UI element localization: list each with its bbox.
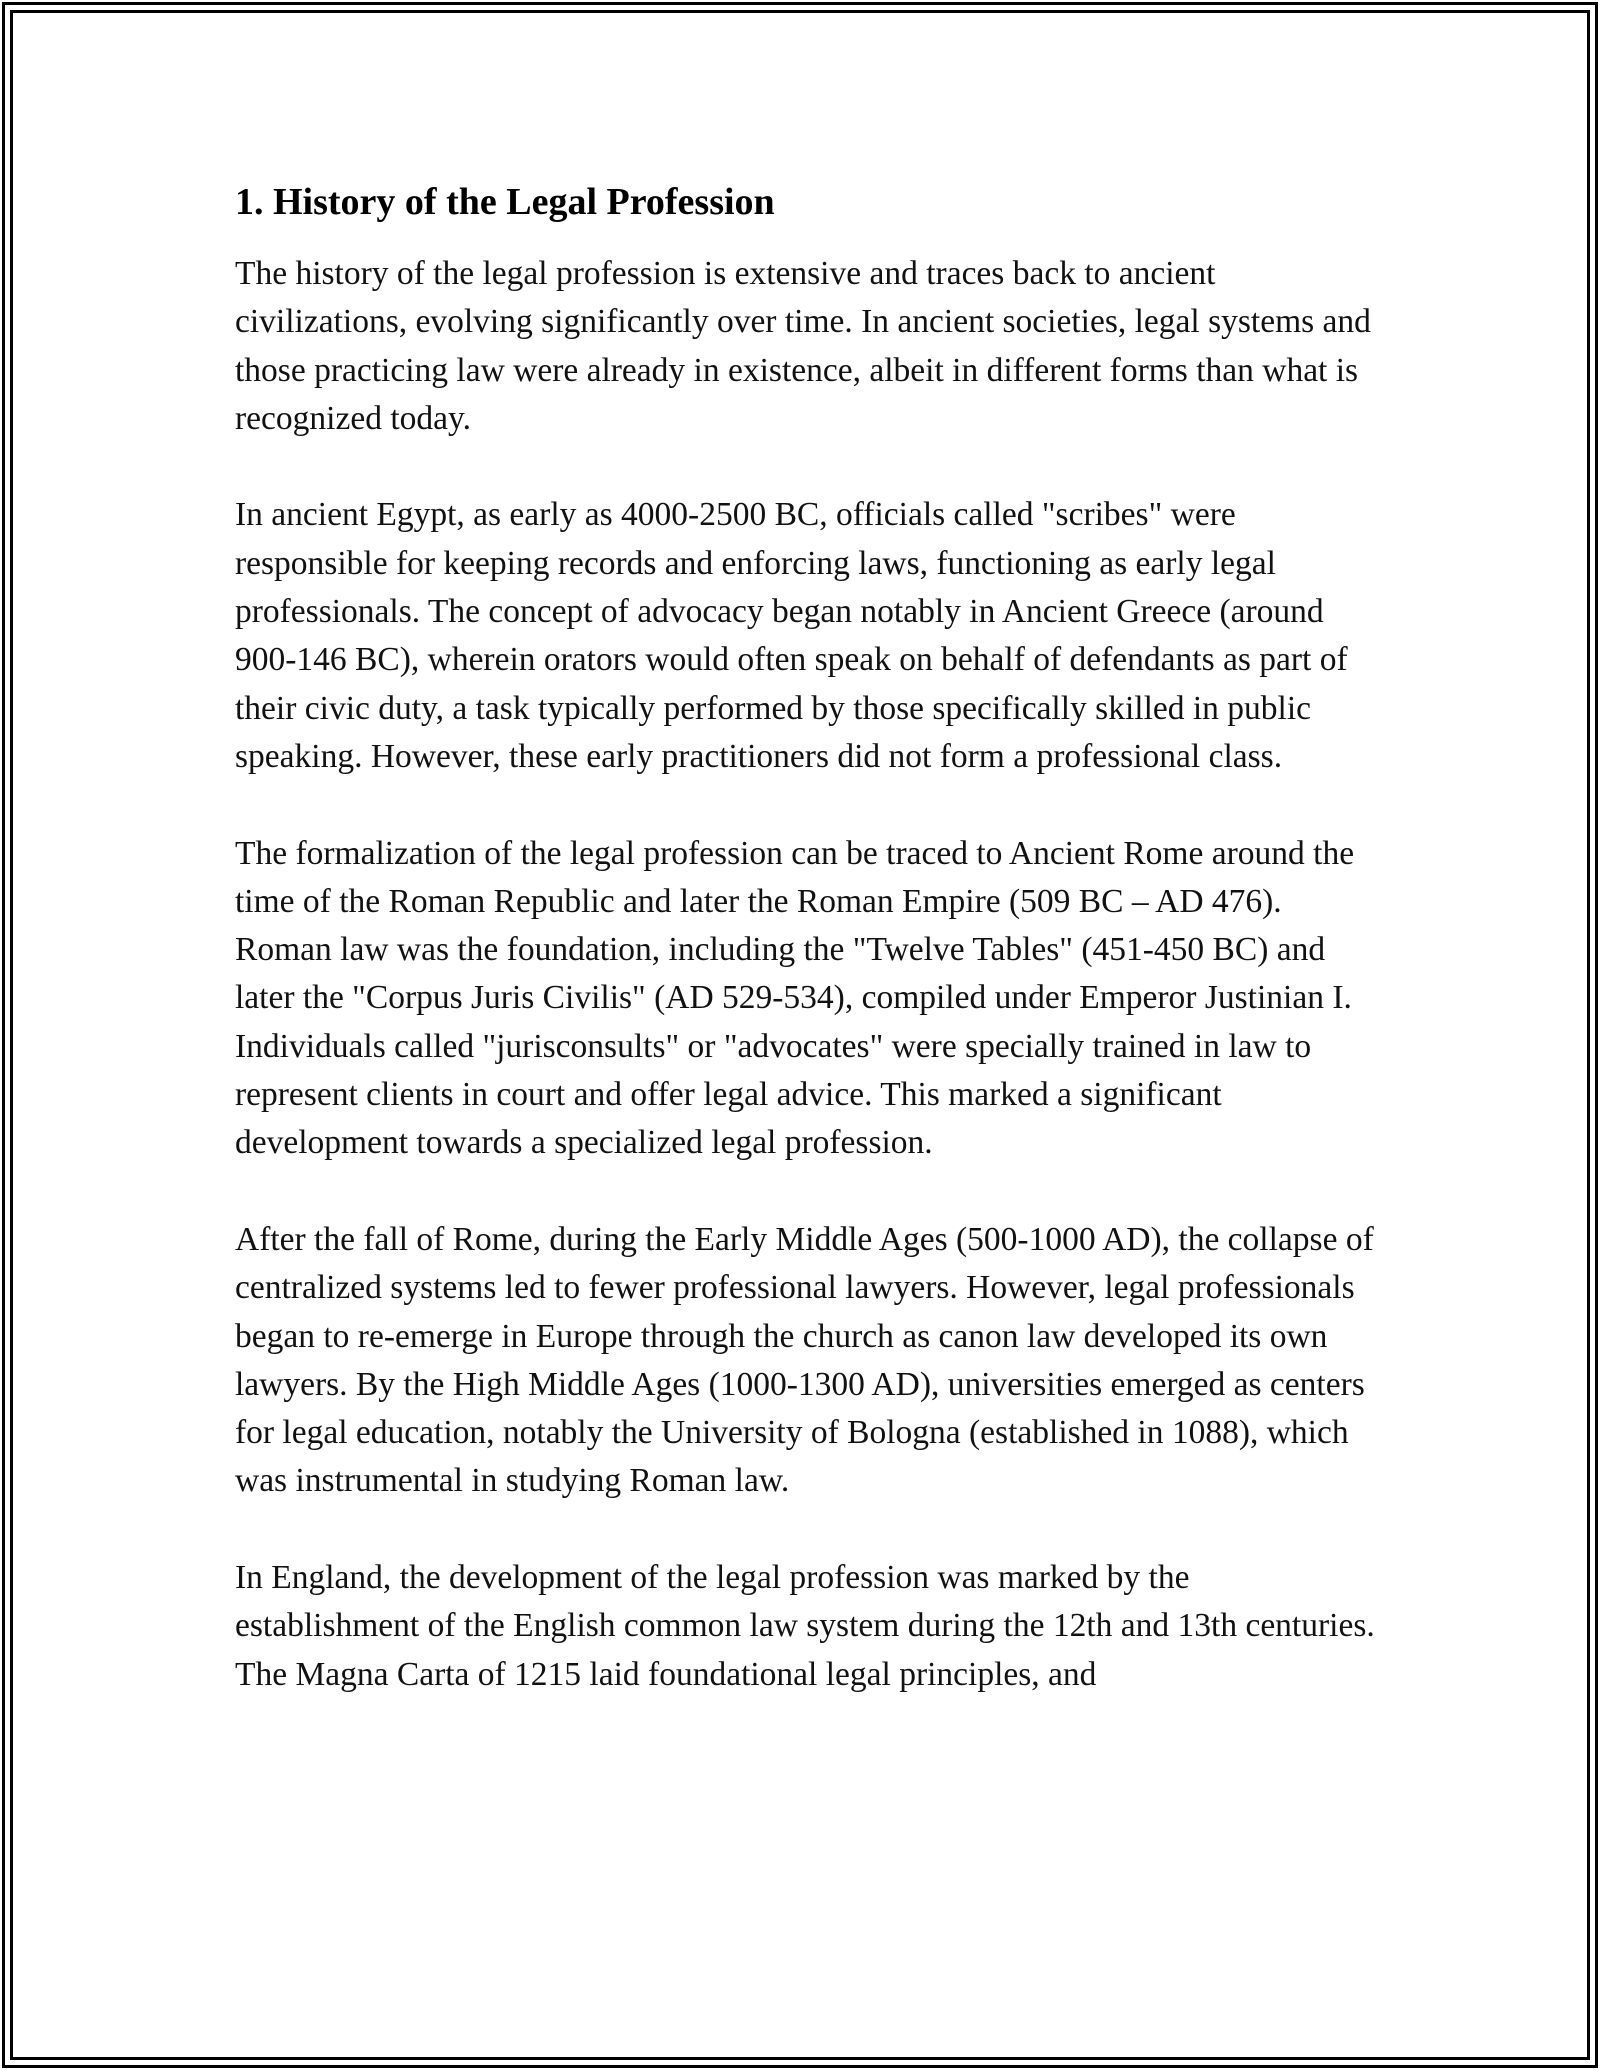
paragraph-england: In England, the development of the legal profession was marked by the establishment of the English common law system during the 12th and 13th centuries. The Magna Carta of 1215 laid foundational legal principles, and xyxy=(235,1559,1375,1693)
document-body xyxy=(235,178,1375,1747)
paragraph-middle-ages: After the fall of Rome, during the Early Middle Ages (500-1000 AD), the collapse of centralized systems led to fewer professional lawyers. However, legal professionals began to re-emerge in Europe through the church as canon law developed its own lawyers. By the High Middle Ages (1000-1300 AD), universities emerged as centers for legal education, notably the University of Bologna (established in 1088), which was instrumental in studying Roman law. xyxy=(235,1220,1374,1500)
paragraph-intro: The history of the legal profession is extensive and traces back to ancient civilizations, evolving significantly over time. In ancient societies, legal systems and those practicing law were already in existence, albeit in different forms than what is recognized today. xyxy=(235,255,1371,437)
paragraph-egypt-greece: In ancient Egypt, as early as 4000-2500 BC, officials called "scribes" were responsible for keeping records and enforcing laws, functioning as early legal professionals. The concept of advocacy began notably in Ancient Greece (around 900-146 BC), wherein orators would often speak on behalf of defendants as part of their civic duty, a task typically performed by those specifically skilled in public speaking. However, these early practitioners did not form a professional class. xyxy=(235,496,1348,775)
section-heading: 1. History of the Legal Profession xyxy=(235,181,775,223)
paragraph-rome: The formalization of the legal profession can be traced to Ancient Rome around the time of the Roman Republic and later the Roman Empire (509 BC – AD 476). Roman law was the foundation, including the "Twelve Tables" (451-450 BC) and later the "Corpus Juris Civilis" (AD 529-534), compiled under Emperor Justinian I. Individuals called "jurisconsults" or "advocates" were specially trained in law to represent clients in court and offer legal advice. This marked a significant development towards a specialized legal profession. xyxy=(235,834,1355,1162)
